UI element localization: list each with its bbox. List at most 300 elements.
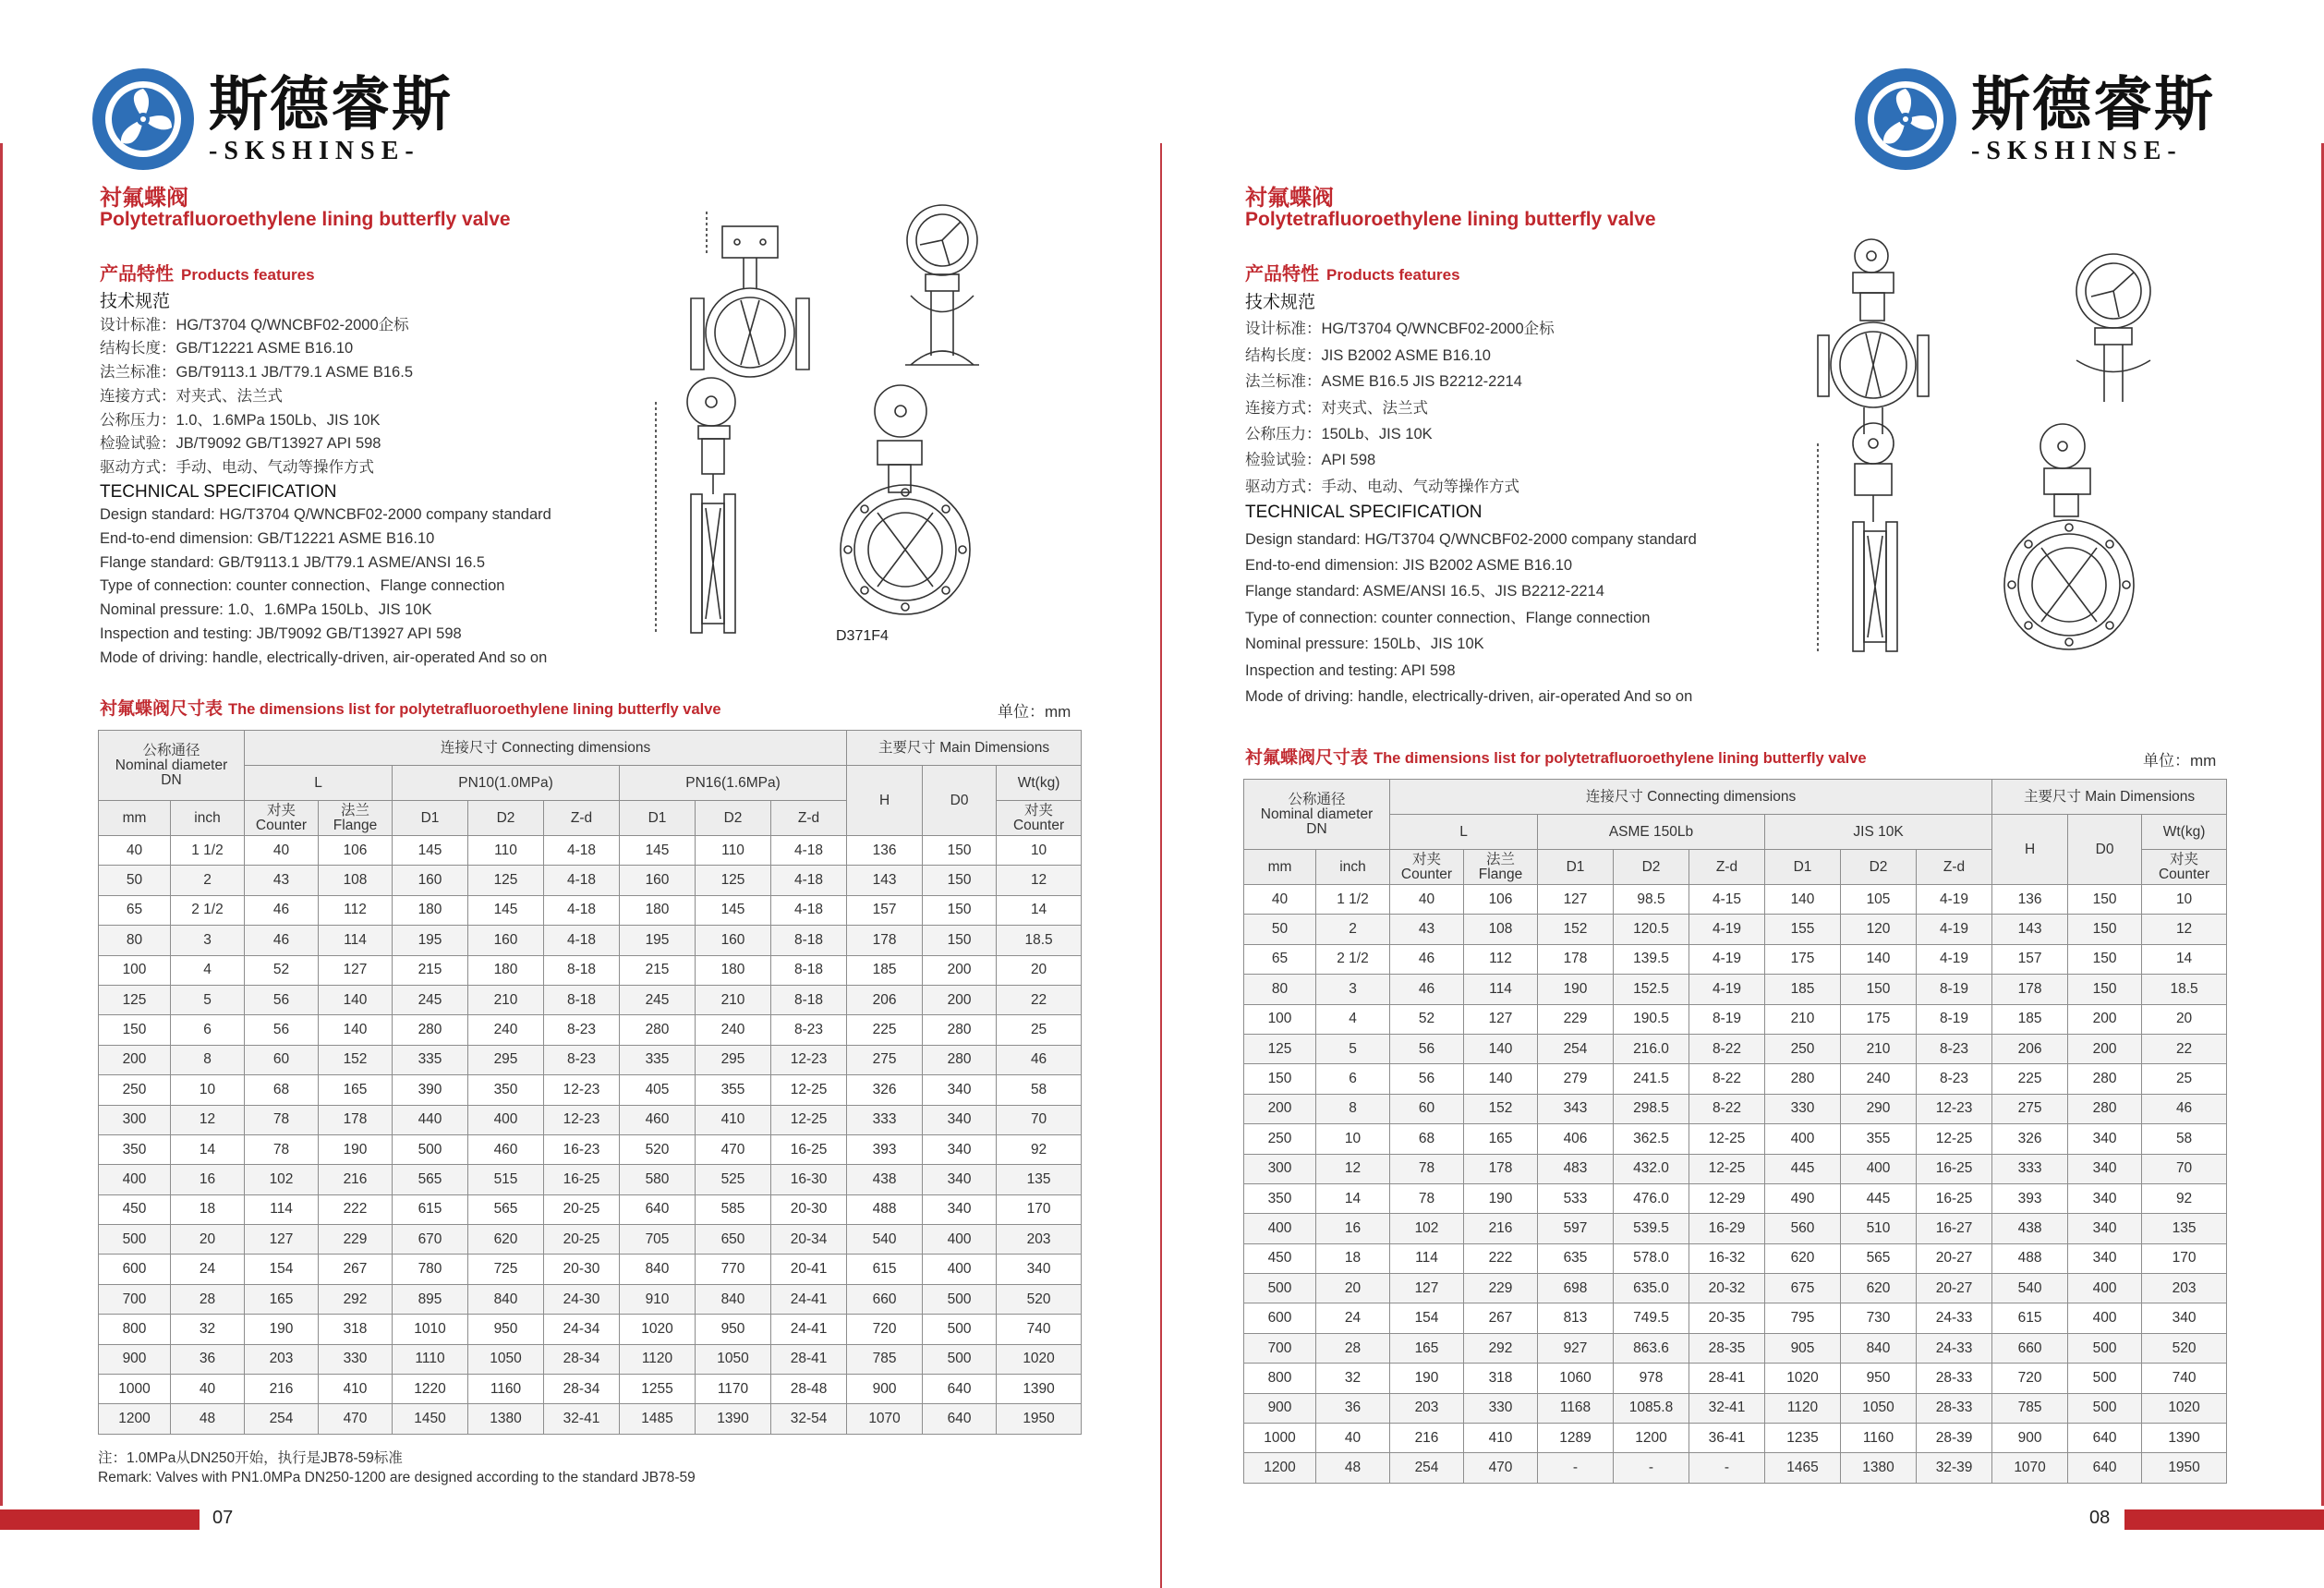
table-cell: 46 xyxy=(1390,975,1464,1004)
table-cell: 32-54 xyxy=(771,1404,847,1434)
table-cell: 700 xyxy=(99,1284,171,1314)
table-cell: 152 xyxy=(1464,1094,1538,1123)
table-row xyxy=(99,1045,1082,1074)
table-cell: 225 xyxy=(847,1015,923,1045)
table-cell: 500 xyxy=(2068,1333,2142,1363)
table-cell: 229 xyxy=(1538,1004,1614,1034)
table-row xyxy=(99,1134,1082,1164)
table-cell: 12 xyxy=(171,1105,245,1134)
table-cell: 1465 xyxy=(1765,1453,1841,1483)
features-heading-en: Products features xyxy=(181,266,315,284)
table-cell: 300 xyxy=(99,1105,171,1134)
table-cell: 1050 xyxy=(696,1344,771,1374)
table-cell: 150 xyxy=(1841,975,1917,1004)
table-cell: 275 xyxy=(847,1045,923,1074)
wafer-valve-front-drawing xyxy=(691,212,809,377)
table-cell: 1000 xyxy=(1244,1424,1316,1453)
table-cell: 300 xyxy=(1244,1154,1316,1183)
spec-line: 检验试验：JB/T9092 GB/T13927 API 598 xyxy=(100,435,381,453)
features-heading-cn: 产品特性 xyxy=(100,264,174,285)
table-cell: 4-19 xyxy=(1917,944,1992,974)
table-cell: 150 xyxy=(2068,975,2142,1004)
header-Zd: Z-d xyxy=(1917,850,1992,885)
table-cell: 410 xyxy=(1464,1424,1538,1453)
model-label: D371F4 xyxy=(836,628,889,644)
table-cell: 1380 xyxy=(1841,1453,1917,1483)
table-cell: 615 xyxy=(847,1255,923,1284)
table-cell: 340 xyxy=(2068,1243,2142,1273)
table-cell: 16-30 xyxy=(771,1165,847,1194)
spec-line: 法兰标准：GB/T9113.1 JB/T79.1 ASME B16.5 xyxy=(100,364,413,382)
table-cell: 70 xyxy=(2142,1154,2227,1183)
table-cell: 48 xyxy=(1316,1453,1390,1483)
table-cell: 8 xyxy=(1316,1094,1390,1123)
header-mm: mm xyxy=(99,801,171,836)
table-cell: 20-25 xyxy=(544,1194,620,1224)
table-cell: 254 xyxy=(1390,1453,1464,1483)
table-cell: 780 xyxy=(393,1255,468,1284)
table-cell: 102 xyxy=(1390,1214,1464,1243)
table-cell: 1390 xyxy=(696,1404,771,1434)
table-row xyxy=(99,1375,1082,1404)
table-cell: 210 xyxy=(1765,1004,1841,1034)
table-cell: 3 xyxy=(1316,975,1390,1004)
table-cell: 170 xyxy=(2142,1243,2227,1273)
page-number: 08 xyxy=(2089,1508,2111,1528)
table-row xyxy=(99,866,1082,895)
table-cell: 400 xyxy=(1244,1214,1316,1243)
table-row xyxy=(99,836,1082,866)
table-cell: 152 xyxy=(319,1045,393,1074)
table-cell: 52 xyxy=(245,955,319,985)
table-cell: 4-19 xyxy=(1917,885,1992,915)
table-cell: 8-23 xyxy=(544,1045,620,1074)
table-cell: 520 xyxy=(997,1284,1082,1314)
table-cell: 635 xyxy=(1538,1243,1614,1273)
header-nominal-diameter: 公称通径 Nominal diameter DN xyxy=(1244,780,1390,850)
header-std-2: PN16(1.6MPa) xyxy=(620,766,847,801)
table-cell: 1110 xyxy=(393,1344,468,1374)
table-cell: 1200 xyxy=(1244,1453,1316,1483)
table-cell: 950 xyxy=(1841,1364,1917,1393)
table-cell: 4-18 xyxy=(771,866,847,895)
table-cell: 12 xyxy=(997,866,1082,895)
table-cell: 46 xyxy=(245,895,319,925)
table-cell: 450 xyxy=(99,1194,171,1224)
table-cell: 14 xyxy=(997,895,1082,925)
table-cell: 438 xyxy=(1992,1214,2068,1243)
table-cell: 650 xyxy=(696,1225,771,1255)
table-cell: 143 xyxy=(1992,915,2068,944)
header-inch: inch xyxy=(1316,850,1390,885)
table-cell: 620 xyxy=(1841,1274,1917,1303)
table-cell: 476.0 xyxy=(1614,1183,1689,1213)
table-cell: 170 xyxy=(997,1194,1082,1224)
brand-emblem-icon xyxy=(1853,67,1958,172)
table-cell: 785 xyxy=(1992,1393,2068,1423)
spec-line: Nominal pressure: 1.0、1.6MPa 150Lb、JIS 10K xyxy=(100,601,432,619)
table-cell: 16-25 xyxy=(1917,1154,1992,1183)
table-cell: 1070 xyxy=(847,1404,923,1434)
table-cell: 749.5 xyxy=(1614,1303,1689,1333)
table-cell: 8-18 xyxy=(771,926,847,955)
table-cell: 78 xyxy=(1390,1183,1464,1213)
table-cell: 533 xyxy=(1538,1183,1614,1213)
table-cell: 580 xyxy=(620,1165,696,1194)
table-row xyxy=(99,926,1082,955)
table-cell: 120.5 xyxy=(1614,915,1689,944)
table-cell: 24-41 xyxy=(771,1315,847,1344)
table-cell: 1200 xyxy=(99,1404,171,1434)
table-cell: 105 xyxy=(1841,885,1917,915)
table-cell: 330 xyxy=(1464,1393,1538,1423)
table-cell: 20-32 xyxy=(1689,1274,1765,1303)
header-H: H xyxy=(1992,815,2068,885)
table-cell: 275 xyxy=(1992,1094,2068,1123)
brand-name-en: -SKSHINSE- xyxy=(1971,137,2183,165)
table-cell: 190.5 xyxy=(1614,1004,1689,1034)
table-cell: 78 xyxy=(245,1105,319,1134)
table-cell: 640 xyxy=(923,1404,997,1434)
table-cell: 393 xyxy=(1992,1183,2068,1213)
table-cell: 333 xyxy=(1992,1154,2068,1183)
table-cell: 20-35 xyxy=(1689,1303,1765,1333)
table-cell: 180 xyxy=(468,955,544,985)
table-cell: 215 xyxy=(620,955,696,985)
table-cell: 4-18 xyxy=(771,836,847,866)
header-weight-counter: 对夹 Counter xyxy=(2142,850,2227,885)
table-cell: - xyxy=(1538,1453,1614,1483)
features-heading xyxy=(1245,259,1460,285)
product-title-en: Polytetrafluoroethylene lining butterfly valve xyxy=(100,209,511,230)
table-cell: 28-34 xyxy=(544,1375,620,1404)
table-cell: 56 xyxy=(1390,1034,1464,1063)
header-counter: 对夹 Counter xyxy=(245,801,319,836)
table-cell: 8-18 xyxy=(544,955,620,985)
brand-name-en: -SKSHINSE- xyxy=(209,137,420,165)
table-cell: 10 xyxy=(997,836,1082,866)
table-cell: 46 xyxy=(245,926,319,955)
table-row xyxy=(99,1194,1082,1224)
table-cell: 400 xyxy=(923,1255,997,1284)
table-cell: 92 xyxy=(997,1134,1082,1164)
table-cell: 229 xyxy=(319,1225,393,1255)
table-cell: 500 xyxy=(393,1134,468,1164)
table-cell: 210 xyxy=(696,985,771,1014)
table-cell: 1020 xyxy=(1765,1364,1841,1393)
header-D0: D0 xyxy=(923,766,997,836)
table-cell: 565 xyxy=(393,1165,468,1194)
table-cell: 863.6 xyxy=(1614,1333,1689,1363)
table-cell: 40 xyxy=(99,836,171,866)
spec-heading-en: TECHNICAL SPECIFICATION xyxy=(100,481,337,502)
table-cell: 12-25 xyxy=(1917,1124,1992,1154)
table-cell: 185 xyxy=(1992,1004,2068,1034)
table-cell: 178 xyxy=(319,1105,393,1134)
table-cell: 216 xyxy=(1390,1424,1464,1453)
table-cell: 200 xyxy=(2068,1034,2142,1063)
table-cell: 700 xyxy=(1244,1333,1316,1363)
table-cell: 298.5 xyxy=(1614,1094,1689,1123)
table-cell: 245 xyxy=(620,985,696,1014)
table-row xyxy=(99,1015,1082,1045)
table-cell: 1120 xyxy=(1765,1393,1841,1423)
table-cell: 280 xyxy=(923,1015,997,1045)
table-cell: 950 xyxy=(468,1315,544,1344)
table-cell: 840 xyxy=(468,1284,544,1314)
table-row xyxy=(99,1165,1082,1194)
table-row xyxy=(1244,975,2227,1004)
table-cell: 40 xyxy=(1244,885,1316,915)
table-cell: 200 xyxy=(2068,1004,2142,1034)
table-cell: 12-23 xyxy=(771,1045,847,1074)
table-cell: 127 xyxy=(1390,1274,1464,1303)
table-cell: 20-25 xyxy=(544,1225,620,1255)
brand-name-cn: 斯德睿斯 xyxy=(209,71,453,139)
table-cell: 68 xyxy=(245,1075,319,1105)
table-cell: 178 xyxy=(1464,1154,1538,1183)
spec-line: Flange standard: ASME/ANSI 16.5、JIS B2212-2214 xyxy=(1245,583,1604,600)
table-cell: 12-25 xyxy=(1689,1124,1765,1154)
table-cell: 106 xyxy=(1464,885,1538,915)
table-cell: 350 xyxy=(99,1134,171,1164)
table-cell: 32-41 xyxy=(544,1404,620,1434)
table-cell: 4-18 xyxy=(544,895,620,925)
table-cell: 670 xyxy=(393,1225,468,1255)
table-cell: 225 xyxy=(1992,1064,2068,1094)
table-row xyxy=(99,1344,1082,1374)
table-cell: 343 xyxy=(1538,1094,1614,1123)
dimension-title-en: The dimensions list for polytetrafluoroethylene lining butterfly valve xyxy=(228,701,721,718)
table-cell: 12-23 xyxy=(544,1075,620,1105)
table-cell: 267 xyxy=(1464,1303,1538,1333)
table-cell: 210 xyxy=(1841,1034,1917,1063)
table-cell: 24 xyxy=(171,1255,245,1284)
table-cell: 8-23 xyxy=(771,1015,847,1045)
table-cell: 1 1/2 xyxy=(171,836,245,866)
table-cell: 2 1/2 xyxy=(1316,944,1390,974)
table-cell: 40 xyxy=(245,836,319,866)
table-cell: 200 xyxy=(923,985,997,1014)
table-cell: 445 xyxy=(1841,1183,1917,1213)
table-cell: 8-22 xyxy=(1689,1064,1765,1094)
table-cell: 28-48 xyxy=(771,1375,847,1404)
table-cell: 340 xyxy=(923,1194,997,1224)
table-cell: 110 xyxy=(696,836,771,866)
table-cell: 14 xyxy=(171,1134,245,1164)
table-cell: 620 xyxy=(1765,1243,1841,1273)
table-cell: 675 xyxy=(1765,1274,1841,1303)
table-cell: 40 xyxy=(1316,1424,1390,1453)
table-cell: 32 xyxy=(171,1315,245,1344)
table-cell: 190 xyxy=(1464,1183,1538,1213)
table-cell: - xyxy=(1614,1453,1689,1483)
table-cell: 335 xyxy=(393,1045,468,1074)
table-cell: 216.0 xyxy=(1614,1034,1689,1063)
table-cell: 400 xyxy=(2068,1303,2142,1333)
spec-line: Mode of driving: handle, electrically-driven, air-operated And so on xyxy=(1245,688,1693,706)
header-flange: 法兰 Flange xyxy=(319,801,393,836)
dimension-title-cn: 衬氟蝶阀尺寸表 xyxy=(1245,748,1369,768)
table-cell: 400 xyxy=(1765,1124,1841,1154)
table-row xyxy=(1244,885,2227,915)
table-cell: 1950 xyxy=(997,1404,1082,1434)
table-cell: 112 xyxy=(319,895,393,925)
features-heading-en: Products features xyxy=(1326,266,1460,284)
table-cell: 6 xyxy=(1316,1064,1390,1094)
table-cell: 600 xyxy=(99,1255,171,1284)
table-cell: 410 xyxy=(696,1105,771,1134)
table-cell: 18 xyxy=(171,1194,245,1224)
table-cell: 280 xyxy=(923,1045,997,1074)
table-cell: 600 xyxy=(1244,1303,1316,1333)
table-cell: 330 xyxy=(1765,1094,1841,1123)
product-title-en: Polytetrafluoroethylene lining butterfly valve xyxy=(1245,209,1656,230)
table-cell: 240 xyxy=(1841,1064,1917,1094)
table-cell: 390 xyxy=(393,1075,468,1105)
table-cell: 250 xyxy=(99,1075,171,1105)
table-cell: 326 xyxy=(1992,1124,2068,1154)
table-cell: 16-25 xyxy=(544,1165,620,1194)
dimension-table-body xyxy=(99,836,1082,1435)
table-cell: 222 xyxy=(1464,1243,1538,1273)
table-cell: 28-39 xyxy=(1917,1424,1992,1453)
table-cell: 440 xyxy=(393,1105,468,1134)
table-cell: 46 xyxy=(2142,1094,2227,1123)
table-cell: 615 xyxy=(393,1194,468,1224)
header-std-1: ASME 150Lb xyxy=(1538,815,1765,850)
table-cell: 483 xyxy=(1538,1154,1614,1183)
table-cell: 78 xyxy=(245,1134,319,1164)
header-counter: 对夹 Counter xyxy=(1390,850,1464,885)
table-cell: 24-33 xyxy=(1917,1333,1992,1363)
table-cell: 8-18 xyxy=(771,955,847,985)
table-cell: 254 xyxy=(245,1404,319,1434)
table-row xyxy=(1244,1453,2227,1483)
table-cell: 620 xyxy=(468,1225,544,1255)
table-cell: 1380 xyxy=(468,1404,544,1434)
table-cell: 330 xyxy=(319,1344,393,1374)
table-cell: 12-23 xyxy=(544,1105,620,1134)
table-cell: 16-29 xyxy=(1689,1214,1765,1243)
table-cell: 180 xyxy=(620,895,696,925)
spec-line: Mode of driving: handle, electrically-driven, air-operated And so on xyxy=(100,649,548,666)
table-cell: 740 xyxy=(2142,1364,2227,1393)
table-cell: 1020 xyxy=(620,1315,696,1344)
table-cell: 355 xyxy=(1841,1124,1917,1154)
header-D1: D1 xyxy=(1538,850,1614,885)
table-cell: 125 xyxy=(1244,1034,1316,1063)
table-cell: 350 xyxy=(1244,1183,1316,1213)
table-cell: 1070 xyxy=(1992,1453,2068,1483)
flanged-valve-front-drawing xyxy=(1818,423,1897,651)
table-cell: 140 xyxy=(1841,944,1917,974)
table-row xyxy=(99,985,1082,1014)
table-cell: 190 xyxy=(1538,975,1614,1004)
table-cell: 340 xyxy=(2142,1303,2227,1333)
spec-line: 法兰标准：ASME B16.5 JIS B2212-2214 xyxy=(1245,373,1522,391)
table-cell: 905 xyxy=(1765,1333,1841,1363)
table-cell: 22 xyxy=(2142,1034,2227,1063)
table-row xyxy=(1244,1034,2227,1063)
table-cell: 28-35 xyxy=(1689,1333,1765,1363)
table-cell: 1950 xyxy=(2142,1453,2227,1483)
table-cell: 24-33 xyxy=(1917,1303,1992,1333)
table-cell: 24 xyxy=(1316,1303,1390,1333)
table-cell: 515 xyxy=(468,1165,544,1194)
table-cell: 350 xyxy=(468,1075,544,1105)
table-cell: 165 xyxy=(245,1284,319,1314)
table-cell: 100 xyxy=(1244,1004,1316,1034)
table-cell: 5 xyxy=(171,985,245,1014)
table-cell: 400 xyxy=(468,1105,544,1134)
table-cell: 175 xyxy=(1841,1004,1917,1034)
table-cell: 240 xyxy=(696,1015,771,1045)
table-cell: 488 xyxy=(847,1194,923,1224)
table-cell: 12-25 xyxy=(1689,1154,1765,1183)
table-cell: 10 xyxy=(1316,1124,1390,1154)
table-cell: 1 1/2 xyxy=(1316,885,1390,915)
table-cell: 28-41 xyxy=(1689,1364,1765,1393)
table-cell: 136 xyxy=(847,836,923,866)
table-row xyxy=(1244,944,2227,974)
table-cell: 125 xyxy=(468,866,544,895)
table-cell: 154 xyxy=(1390,1303,1464,1333)
table-cell: 24-34 xyxy=(544,1315,620,1344)
table-cell: 1485 xyxy=(620,1404,696,1434)
table-cell: 150 xyxy=(923,866,997,895)
table-cell: 150 xyxy=(2068,885,2142,915)
table-cell: 20-34 xyxy=(771,1225,847,1255)
table-cell: 36-41 xyxy=(1689,1424,1765,1453)
spec-line: Design standard: HG/T3704 Q/WNCBF02-2000 company standard xyxy=(100,506,551,524)
table-row xyxy=(1244,1183,2227,1213)
dimension-table xyxy=(1243,779,2227,1484)
table-cell: 2 xyxy=(171,866,245,895)
table-cell: 660 xyxy=(847,1284,923,1314)
table-cell: 813 xyxy=(1538,1303,1614,1333)
table-row xyxy=(99,895,1082,925)
table-cell: 560 xyxy=(1765,1214,1841,1243)
table-cell: - xyxy=(1689,1453,1765,1483)
table-cell: 155 xyxy=(1765,915,1841,944)
table-cell: 4 xyxy=(1316,1004,1390,1034)
features-heading xyxy=(100,259,315,285)
table-cell: 520 xyxy=(2142,1333,2227,1363)
table-cell: 215 xyxy=(393,955,468,985)
table-row xyxy=(99,955,1082,985)
header-weight-counter: 对夹 Counter xyxy=(997,801,1082,836)
table-cell: 470 xyxy=(319,1404,393,1434)
table-cell: 28-33 xyxy=(1917,1393,1992,1423)
table-cell: 20 xyxy=(997,955,1082,985)
table-cell: 4 xyxy=(171,955,245,985)
table-cell: 450 xyxy=(1244,1243,1316,1273)
table-row xyxy=(99,1225,1082,1255)
table-cell: 8-23 xyxy=(1917,1064,1992,1094)
table-cell: 150 xyxy=(1244,1064,1316,1094)
table-cell: 1160 xyxy=(468,1375,544,1404)
table-cell: 65 xyxy=(99,895,171,925)
table-cell: 900 xyxy=(1992,1424,2068,1453)
table-cell: 18.5 xyxy=(2142,975,2227,1004)
table-cell: 127 xyxy=(245,1225,319,1255)
table-cell: 1235 xyxy=(1765,1424,1841,1453)
dimension-table xyxy=(98,730,1082,1435)
table-cell: 840 xyxy=(1841,1333,1917,1363)
table-cell: 4-19 xyxy=(1689,915,1765,944)
brand-logo xyxy=(91,67,453,172)
